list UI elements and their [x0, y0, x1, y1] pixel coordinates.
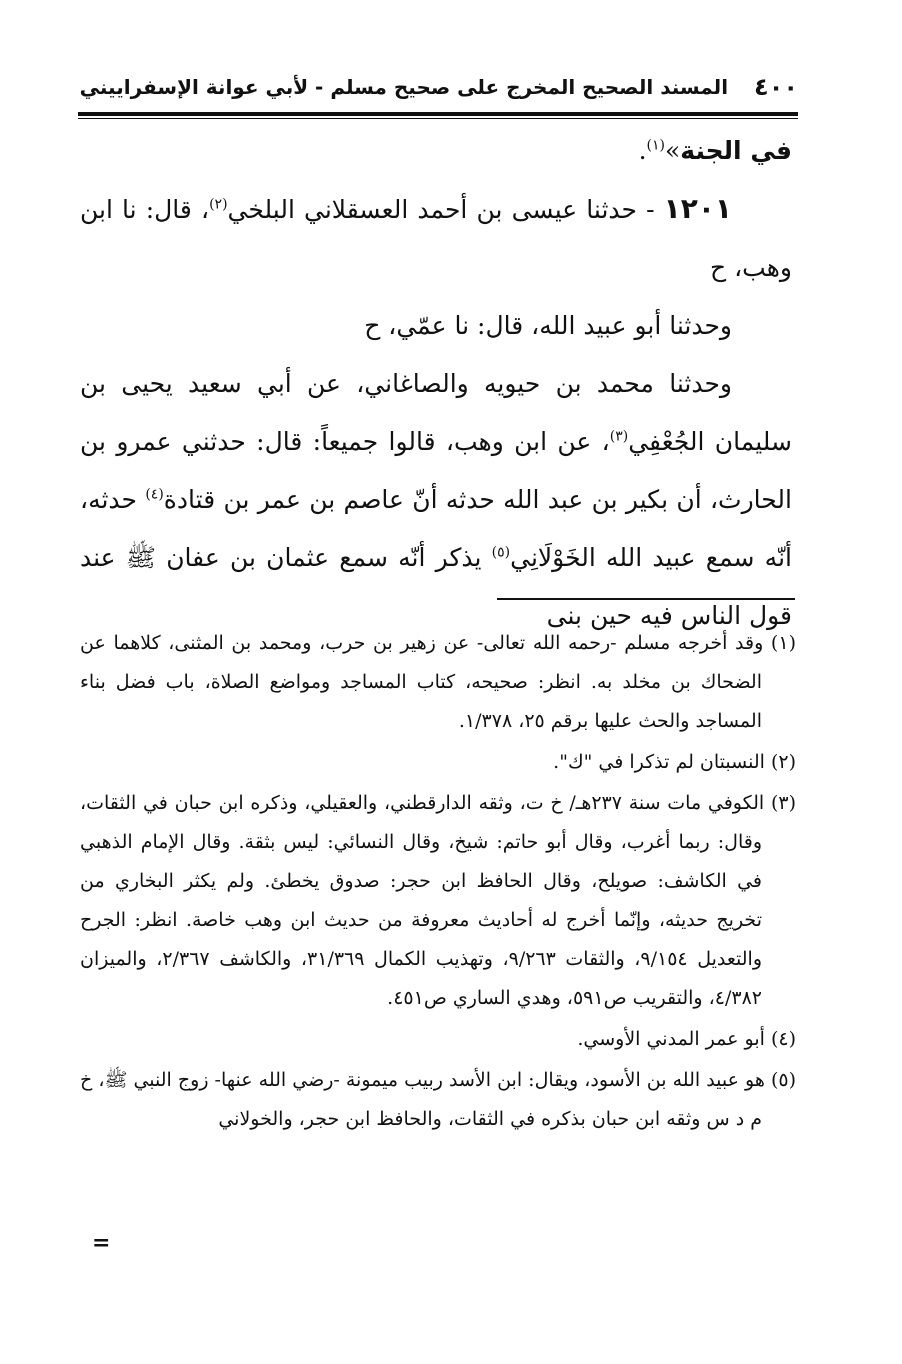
footnote-2 [80, 743, 796, 782]
footnote-ref-1: (١) [646, 137, 665, 154]
hadith-text: حدثنا عيسى بن أحمد العسقلاني البلخي [227, 195, 637, 224]
footnote-text: الكوفي مات سنة ٢٣٧هـ/ خ ت، وثقه الدارقطني، والعقيلي، وذكره ابن حبان في الثقات، وقال: ربما أغرب، وقال أبو حاتم: شيخ، وقال النسائي: ليس بثقة. وقال الإمام الذهبي في الكاشف: صويلح، وقال الحافظ ابن حجر: صدوق يخطئ. ولم يكثر البخاري من تخريج حديثه، وإنّما أخرج له أحاديث معروفة من حديث ابن وهب خاصة. انظر: الجرح والتعديل ٩/١٥٤، والثقات ٩/٢٦٣، وتهذيب الكمال ٣١/٣٦٩، والكاشف ٢/٣٦٧، والميزان ٤/٣٨٢، والتقريب ص٥٩١، وهدي الساري ص٤٥١. [80, 792, 765, 1009]
hadith-text: يذكر أنّه سمع عثمان بن عفان ﷺ عند قول الناس فيه حين بنى [80, 543, 792, 630]
hadith-text: ، قال: نا ابن وهب، ح [80, 195, 792, 282]
footnote-ref-2: (٢) [209, 196, 228, 213]
footnote-3 [80, 784, 796, 1018]
footnote-ref-4: (٤) [145, 486, 164, 503]
page-header [78, 70, 798, 104]
footnote-ref-5: (٥) [491, 544, 511, 561]
footnote-ref-3: (٣) [609, 428, 629, 445]
main-text [80, 122, 792, 645]
footnote-1 [80, 624, 796, 741]
hadith-text: ، عن ابن وهب، قالوا جميعاً: قال: حدثني عمرو بن الحارث، أن بكير بن عبد الله حدثه أنّ عاصم بن عمر بن قتادة [80, 427, 792, 514]
footnote-marker: (٥) [770, 1069, 796, 1091]
footnote-marker: (٣) [770, 792, 796, 814]
hadith-number: ١٢٠١ [663, 192, 733, 225]
footnote-text: النسبتان لم تذكرا في "ك". [553, 751, 765, 773]
period: . [638, 136, 647, 165]
hadith-text: حدثه، أنّه سمع عبيد الله الخَوْلَانِي [80, 485, 792, 572]
footnote-text: أبو عمر المدني الأوسي. [577, 1028, 765, 1050]
opening-bold-phrase: في الجنة [680, 136, 792, 165]
footnote-marker: (٢) [770, 751, 796, 773]
footnote-text: هو عبيد الله بن الأسود، ويقال: ابن الأسد ربيب ميمونة -رضي الله عنها- زوج النبي ﷺ، خ م د س وثقه ابن حبان بذكره في الثقات، والحافظ ابن حجر، والخولاني [80, 1069, 765, 1130]
hadith-text: وحدثنا محمد بن حيويه والصاغاني، عن أبي سعيد يحيى بن سليمان الجُعْفِي [80, 369, 792, 456]
running-title: المسند الصحيح المخرج على صحيح مسلم - لأبي عوانة الإسفراييني [79, 75, 729, 99]
hadith-paragraph-2 [80, 297, 792, 355]
footnote-5 [80, 1061, 796, 1139]
opening-line [80, 122, 792, 180]
hadith-dash: - [636, 195, 664, 224]
footnote-marker: (١) [770, 632, 796, 654]
footnote-separator [497, 598, 795, 600]
hadith-text: وحدثنا أبو عبيد الله، قال: نا عمّي، ح [364, 311, 732, 340]
header-rule [78, 112, 798, 116]
page-number: ٤٠٠ [754, 73, 798, 101]
footnote-marker: (٤) [770, 1028, 796, 1050]
closing-quote: » [664, 136, 681, 165]
footnote-4 [80, 1020, 796, 1059]
header-rule-thin [78, 118, 798, 119]
hadith-paragraph-1 [80, 180, 792, 297]
continuation-mark: = [92, 1230, 111, 1256]
hadith-paragraph-3 [80, 355, 792, 645]
footnotes [80, 624, 796, 1141]
footnote-text: وقد أخرجه مسلم -رحمه الله تعالى- عن زهير بن حرب، ومحمد بن المثنى، كلاهما عن الضحاك بن مخلد به. انظر: صحيحه، كتاب المساجد ومواضع الصلاة، باب فضل بناء المساجد والحث عليها برقم ٢٥، ١/٣٧٨. [80, 632, 764, 732]
